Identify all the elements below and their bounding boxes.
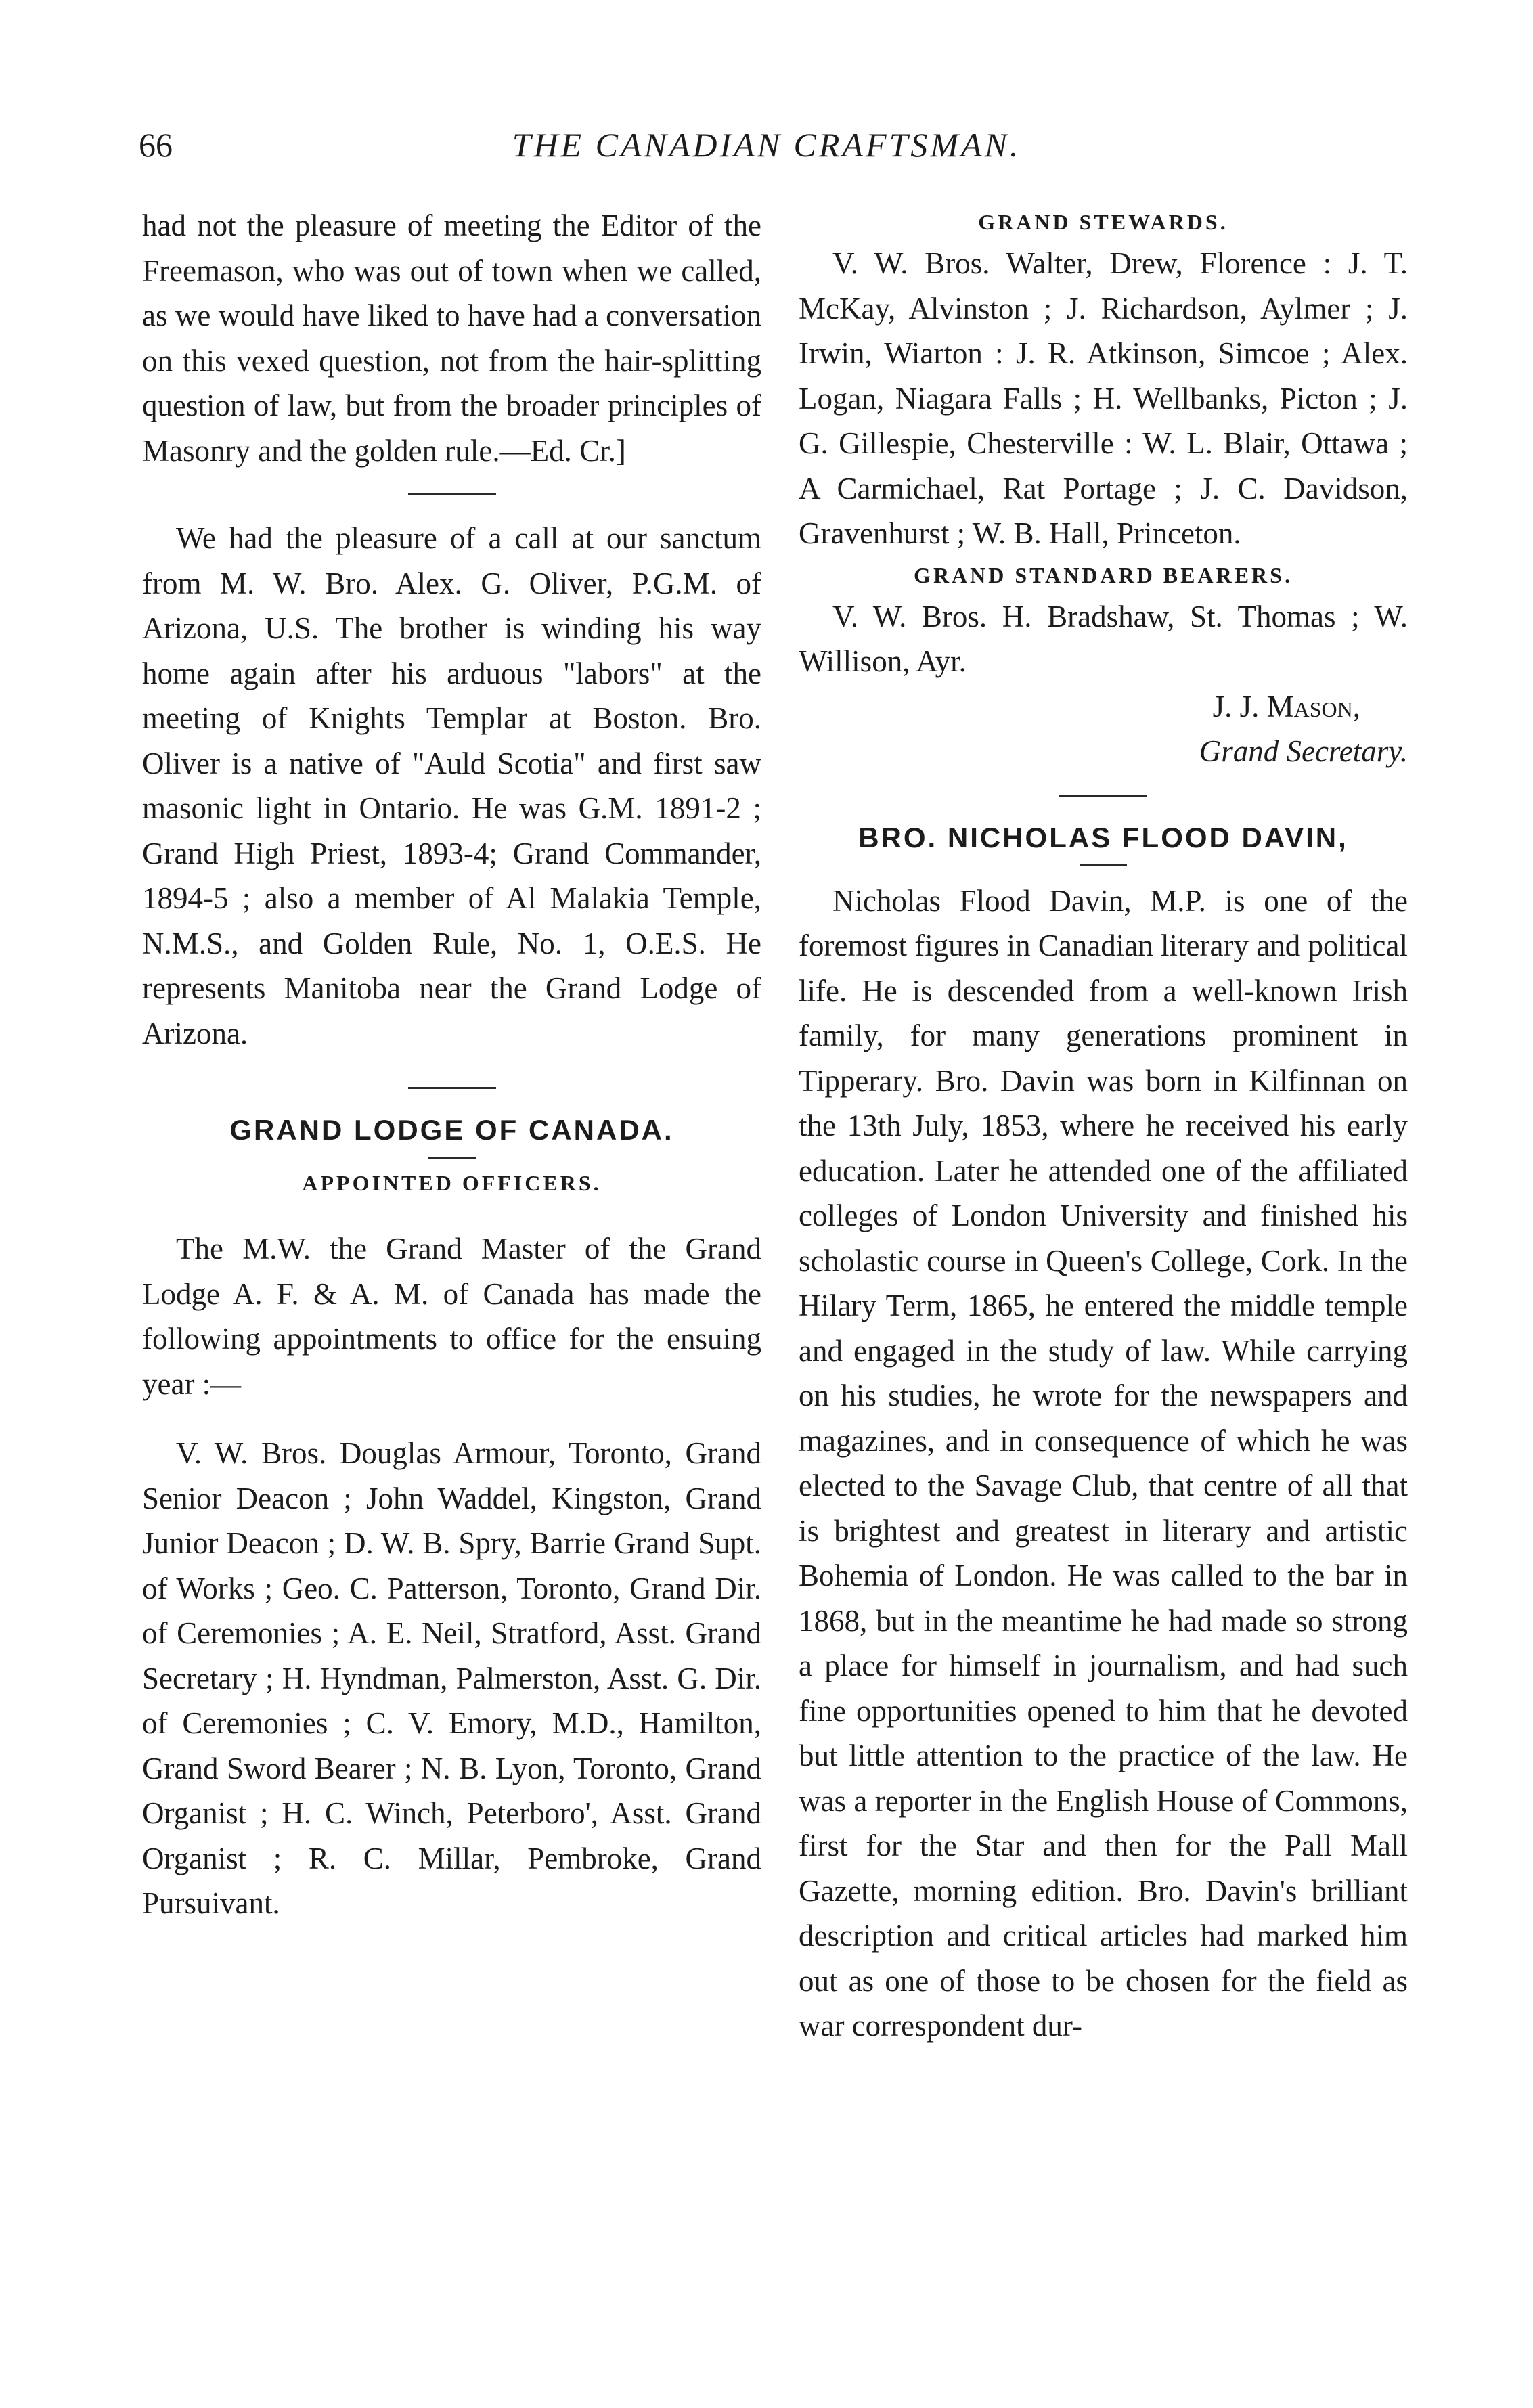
grand-master-announcement: The M.W. the Grand Master of the Grand Lodge A. F. & A. M. of Canada has made the following appointments to office for the ensuing year :— xyxy=(142,1232,761,1401)
page-number: 66 xyxy=(139,126,173,164)
divider-rule xyxy=(408,493,496,495)
editor-note-paragraph: had not the pleasure of meeting the Editor of the Freemason, who was out of town when we called, as we would have liked to have had a conversation on this vexed question, not from the hair-splitting question of law, but from the broader principles of Masonry and the golden rule.—Ed. Cr.] xyxy=(142,208,761,468)
subheading-grand-stewards: GRAND STEWARDS. xyxy=(978,210,1228,234)
oliver-visit-paragraph: We had the pleasure of a call at our sanctum from M. W. Bro. Alex. G. Oliver, P.G.M. of Arizona, U.S. The brother is winding his way home again after his arduous "labors" at the meeting of Knights Templar at Boston. Bro. Oliver is a native of "Auld Scotia" and first saw masonic light in Ontario. He was G.M. 1891-2 ; Grand High Priest, 1893-4; Grand Commander, 1894-5 ; also a member of Al Malakia Temple, N.M.S., and Golden Rule, No. 1, O.E.S. He represents Manitoba near the Grand Lodge of Arizona. xyxy=(142,521,761,1050)
appointments-list: V. W. Bros. Douglas Armour, Toronto, Grand Senior Deacon ; John Waddel, Kingston, Grand Junior Deacon ; D. W. B. Spry, Barrie Grand Supt. of Works ; Geo. C. Patterson, Toronto, Grand Dir. of Ceremonies ; A. E. Neil, Stratford, Asst. Grand Secretary ; H. Hyndman, Palmerston, Asst. G. Dir. of Ceremonies ; C. V. Emory, M.D., Hamilton, Grand Sword Bearer ; N. B. Lyon, Toronto, Grand Organist ; H. C. Winch, Peterboro', Asst. Grand Organist ; R. C. Millar, Pembroke, Grand Pursuivant. xyxy=(142,1436,761,1920)
subheading-appointed-officers: APPOINTED OFFICERS. xyxy=(302,1171,602,1195)
signature-title: Grand Secretary. xyxy=(1199,734,1408,768)
article-heading-davin: BRO. NICHOLAS FLOOD DAVIN, xyxy=(858,821,1348,853)
divider-rule-short xyxy=(1080,864,1127,866)
grand-stewards-list: V. W. Bros. Walter, Drew, Florence : J. T. McKay, Alvinston ; J. Richardson, Aylmer ; J. Irwin, Wiarton : J. R. Atkinson, Simcoe ; Alex. Logan, Niagara Falls ; H. Wellbanks, Picton ; J. G. Gillespie, Chesterville : W. L. Blair, Ottawa ; A Carmichael, Rat Portage ; J. C. Davidson, Gravenhurst ; W. B. Hall, Princeton. xyxy=(799,246,1408,550)
divider-rule-short xyxy=(428,1157,476,1159)
divider-rule xyxy=(1059,795,1147,797)
standard-bearers-list: V. W. Bros. H. Bradshaw, St. Thomas ; W. Willison, Ayr. xyxy=(799,599,1408,678)
subheading-standard-bearers: GRAND STANDARD BEARERS. xyxy=(914,562,1293,587)
running-title: THE CANADIAN CRAFTSMAN. xyxy=(512,126,1021,164)
page-header xyxy=(0,125,1533,173)
section-heading-grand-lodge: GRAND LODGE OF CANADA. xyxy=(229,1114,674,1146)
signature-name: J. J. Mason, xyxy=(1212,689,1360,723)
davin-article-text: Nicholas Flood Davin, M.P. is one of the foremost figures in Canadian literary and political life. He is descended from a well-known Irish family, for many generations prominent in Tipperary. Bro. Davin was born in Kilfinnan on the 13th July, 1853, where he received his early education. Later he attended one of the affiliated colleges of London University and finished his scholastic course in Queen's College, Cork. In the Hilary Term, 1865, he entered the middle temple and engaged in the study of law. While carrying on his studies, he wrote for the newspapers and magazines, and in consequence of which he was elected to the Savage Club, that centre of all that is brightest and greatest in literary and artistic Bohemia of London. He was called to the bar in 1868, but in the meantime he had made so strong a place for himself in journalism, and had such fine opportunities opened to him that he devoted but little attention to the practice of the law. He was a reporter in the English House of Commons, first for the Star and then for the Pall Mall Gazette, morning edition. Bro. Davin's brilliant description and critical articles had marked him out as one of those to be chosen for the field as war correspondent dur- xyxy=(799,883,1408,2043)
divider-rule xyxy=(408,1087,496,1089)
left-column xyxy=(142,203,761,1926)
right-column xyxy=(799,203,1408,2049)
